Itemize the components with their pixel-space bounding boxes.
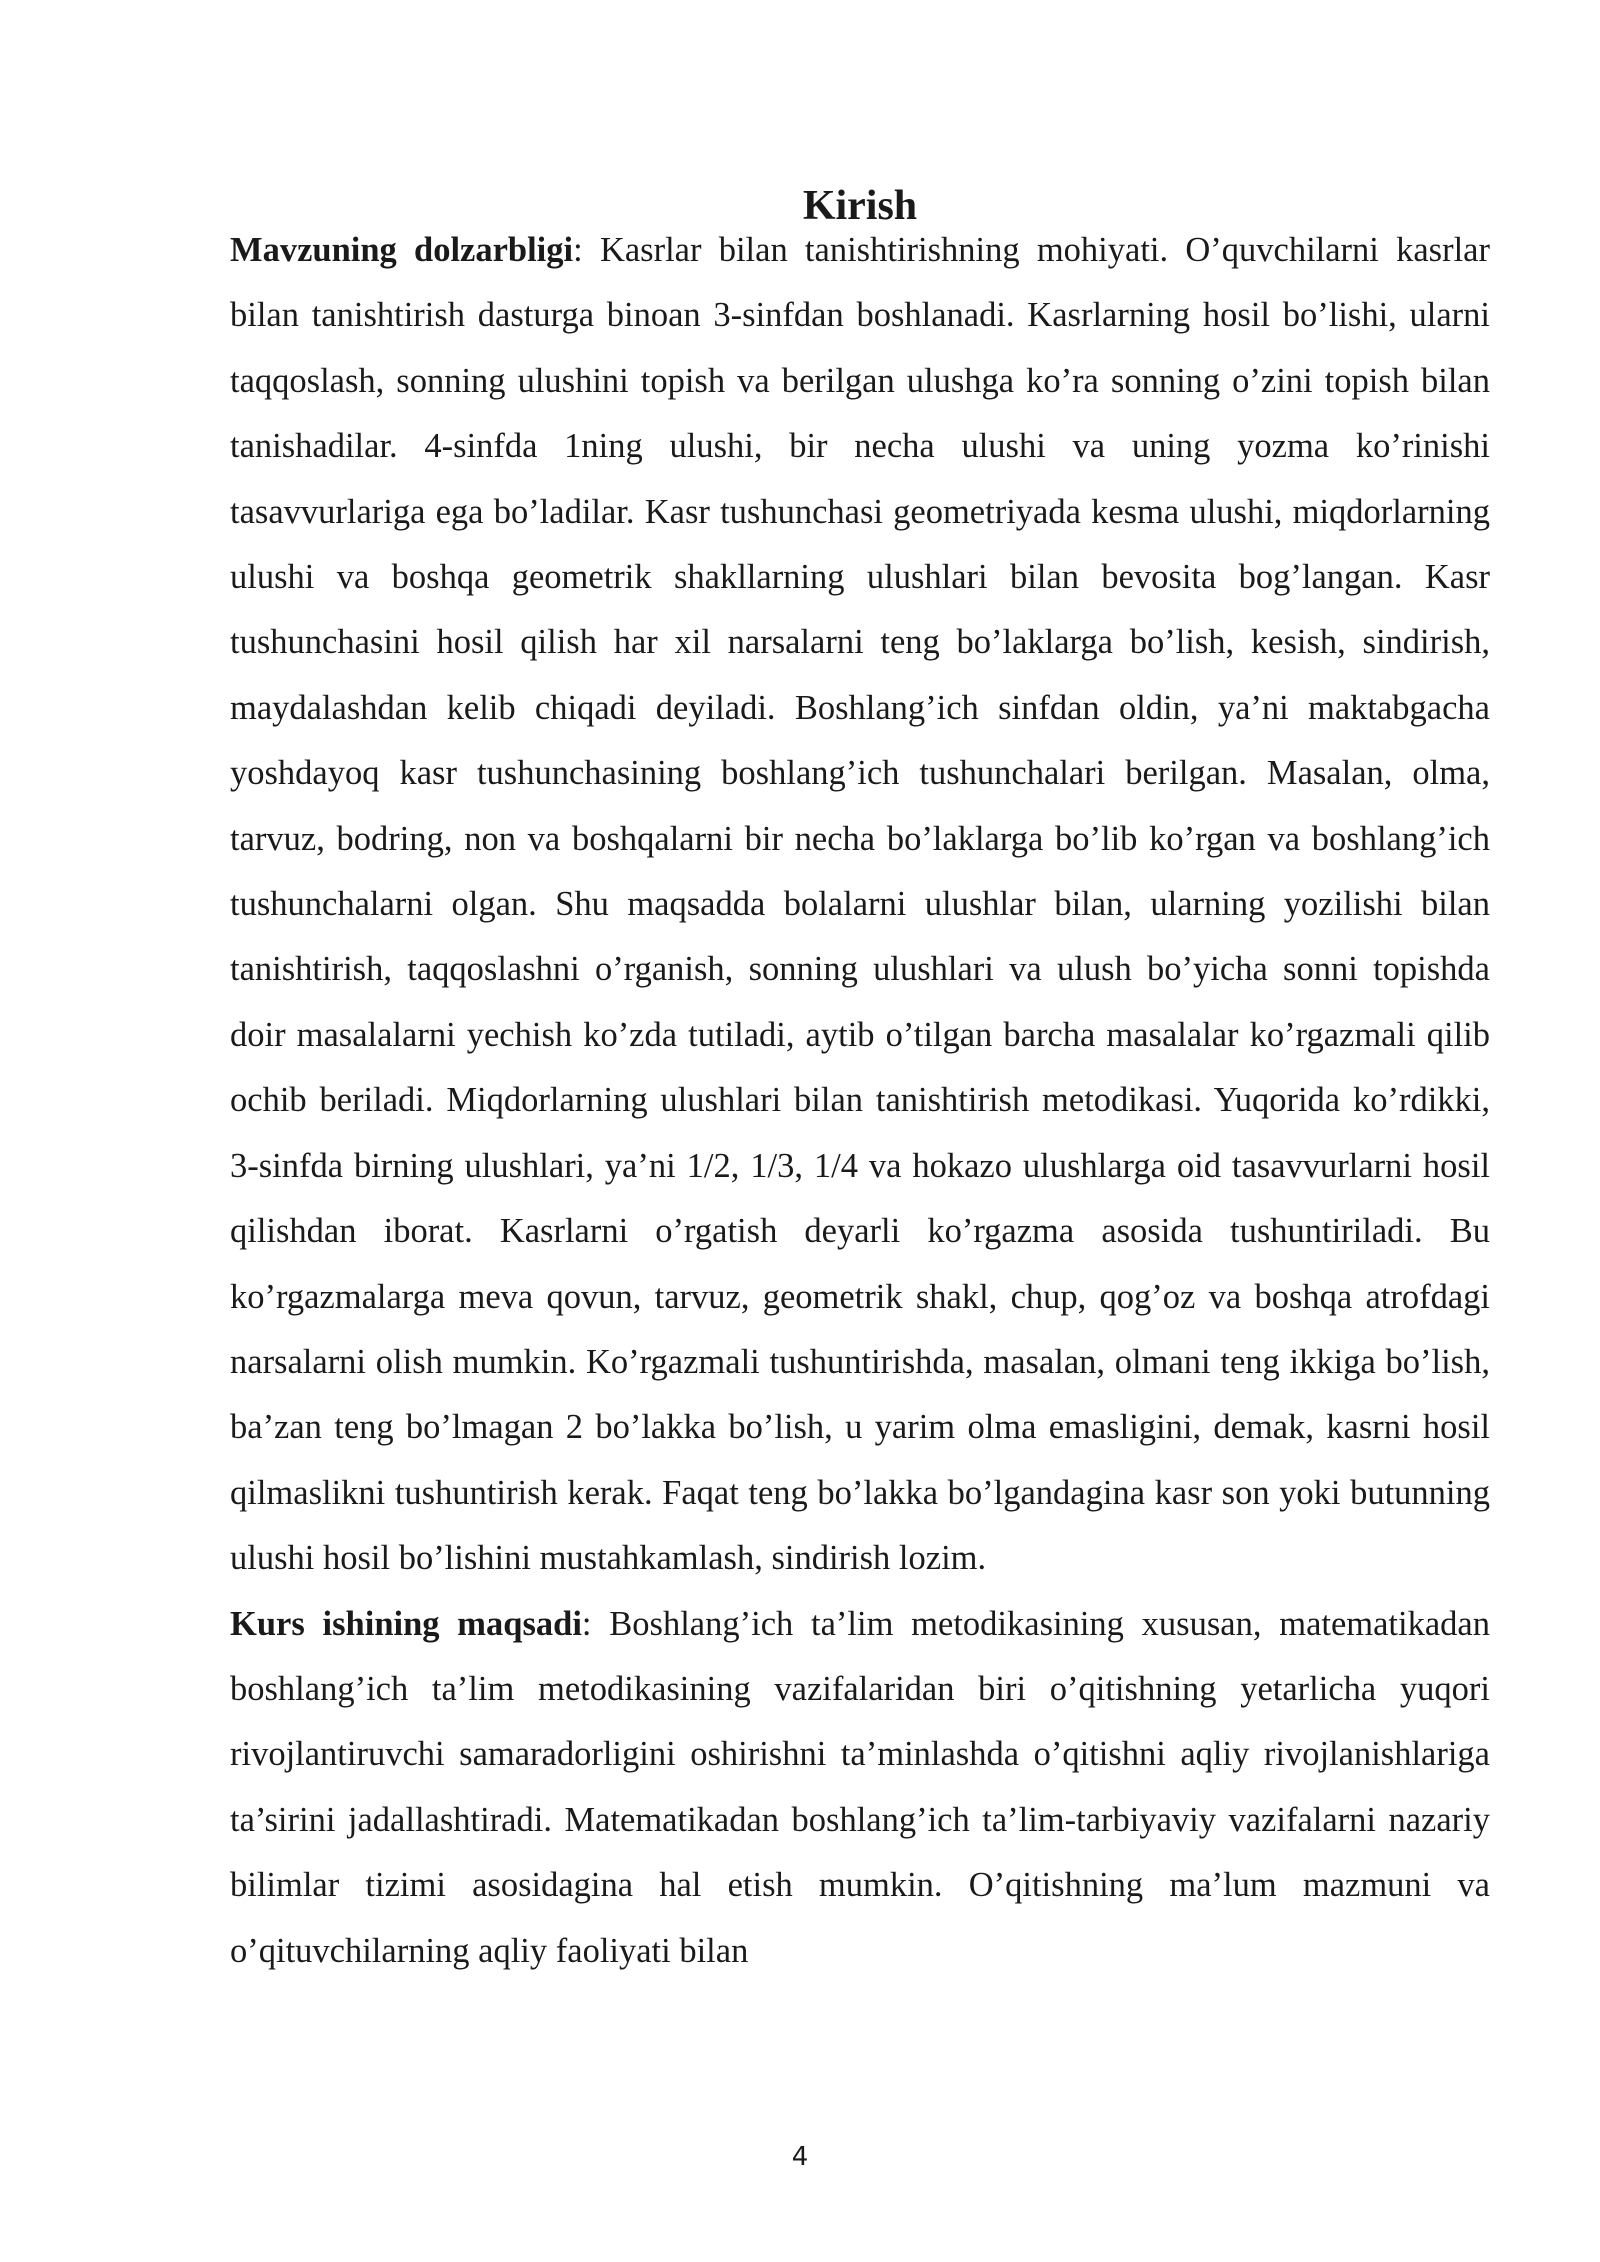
paragraph-lead: Kurs ishining maqsadi [230,1604,582,1643]
paragraph-lead: Mavzuning dolzarbligi [230,231,574,269]
page-number: 4 [791,2142,809,2172]
document-body [230,218,1490,1984]
page-title: Kirish [802,183,918,230]
paragraph-text: Kasrlar bilan tanishtirishning mohiyati. O’quvchilarni kasrlar bilan tanishtirish dasturga binoan 3-sinfdan boshlanadi. Kasrlarning hosil bo’lishi, ularni taqqoslash, sonning ulushini topish va berilgan ulushga ko’ra sonning o’zini topish bilan tanishadilar. 4-sinfda 1ning ulushi, bir necha ulushi va uning yozma ko’rinishi tasavvurlariga ega bo’ladilar. Kasr tushunchasi geometriyada kesma ulushi, miqdorlarning ulushi va boshqa geometrik shakllarning ulushlari bilan bevosita bog’langan. Kasr tushunchasini hosil qilish har xil narsalarni teng bo’laklarga bo’lish, kesish, sindirish, maydalashdan kelib chiqadi deyiladi. Boshlang’ich sinfdan oldin, ya’ni maktabgacha yoshdayoq kasr tushunchasining boshlang’ich tushunchalari berilgan. Masalan, olma, tarvuz, bodring, non va boshqalarni bir necha bo’laklarga bo’lib ko’rgan va boshlang’ich tushunchalarni olgan. Shu maqsadda bolalarni ulushlar bilan, ularning yozilishi bilan tanishtirish, taqqoslashni o’rganish, sonning ulushlari va ulush bo’yicha sonni topishda doir masalalarni yechish ko’zda tutiladi, aytib o’tilgan barcha masalalar ko’rgazmali qilib ochib beriladi. Miqdorlarning ulushlari bilan tanishtirish metodikasi. Yuqorida ko’rdikki, 3-sinfda birning ulushlari, ya’ni 1/2, 1/3, 1/4 va hokazo ulushlarga oid tasavvurlarni hosil qilishdan iborat. Kasrlarni o’rgatish deyarli ko’rgazma asosida tushuntiriladi. Bu ko’rgazmalarga meva qovun, tarvuz, geometrik shakl, chup, qog’oz va boshqa atrofdagi narsalarni olish mumkin. Ko’rgazmali tushuntirishda, masalan, olmani teng ikkiga bo’lish, ba’zan teng bo’lmagan 2 bo’lakka bo’lish, u yarim olma emasligini, demak, kasrni hosil qilmaslikni tushuntirish kerak. Faqat teng bo’lakka bo’lgandagina kasr son yoki butunning ulushi hosil bo’lishini mustahkamlash, sindirish lozim. [230,231,1490,1578]
paragraph-goal [230,1592,1490,1984]
paragraph-relevance [230,218,1490,1592]
paragraph-text: Boshlang’ich ta’lim metodikasining xususan, matematikadan boshlang’ich ta’lim metodikasining vazifalaridan biri o’qitishning yetarlicha yuqori rivojlantiruvchi samaradorligini oshirishni ta’minlashda o’qitishni aqliy rivojlanishlariga ta’sirini jadallashtiradi. Matematikadan boshlang’ich ta’lim-tarbiyaviy vazifalarni nazariy bilimlar tizimi asosidagina hal etish mumkin. O’qitishning ma’lum mazmuni va o’qituvchilarning aqliy faoliyati bilan [230,1604,1490,1970]
lead-separator: : [573,231,600,269]
lead-separator: : [581,1604,610,1643]
